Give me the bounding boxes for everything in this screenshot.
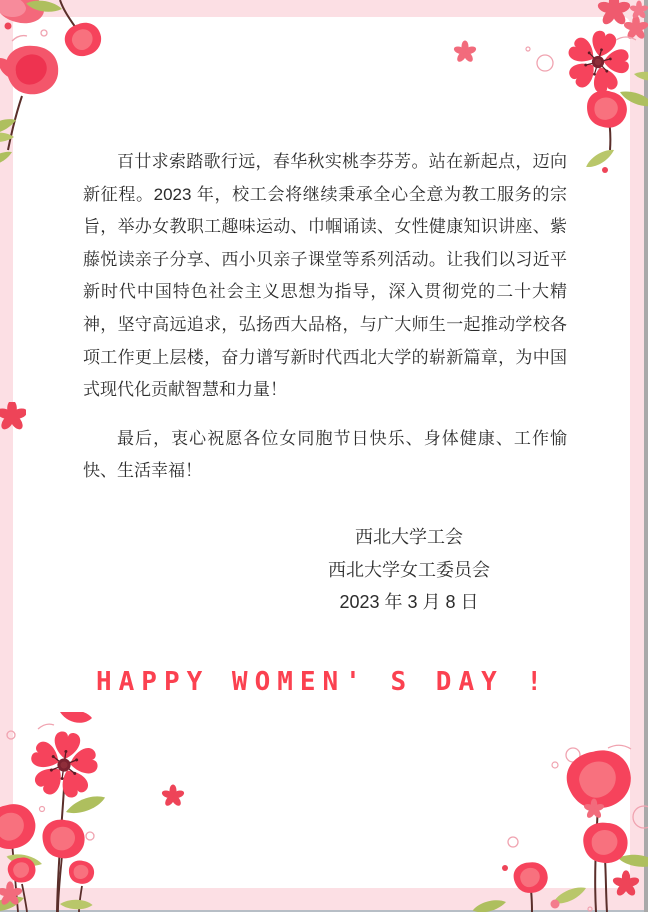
letter-paragraph-1: 百廿求索踏歌行远，春华秋实桃李芬芳。站在新起点，迈向新征程。2023 年，校工会将继续秉承全心全意为教工服务的宗旨，举办女教职工趣味运动、巾帼诵读、女性健康知识讲座、紫藤悦读亲子分享、西小贝亲子课堂等系列活动。让我们以习近平新时代中国特色社会主义思想为指导，深入贯彻党的二十大精神，坚守高远追求，弘扬西大品格，与广大师生一起推动学校各项工作更上层楼，奋力谱写新时代西北大学的崭新篇章，为中国式现代化贡献智慧和力量！ xyxy=(83,152,567,400)
happy-womens-day-banner: HAPPY WOMEN' S DAY ! xyxy=(96,667,550,697)
signature-block xyxy=(188,521,630,619)
signature-date: 2023 年 3 月 8 日 xyxy=(339,592,479,612)
letter-body xyxy=(83,146,567,504)
signature-org-women-committee: 西北大学女工委员会 xyxy=(328,559,490,580)
signature-org-union: 西北大学工会 xyxy=(355,527,463,547)
letter-paragraph-2: 最后，衷心祝愿各位女同胞节日快乐、身体健康、工作愉快、生活幸福！ xyxy=(83,428,567,481)
window-right-edge xyxy=(644,0,648,912)
